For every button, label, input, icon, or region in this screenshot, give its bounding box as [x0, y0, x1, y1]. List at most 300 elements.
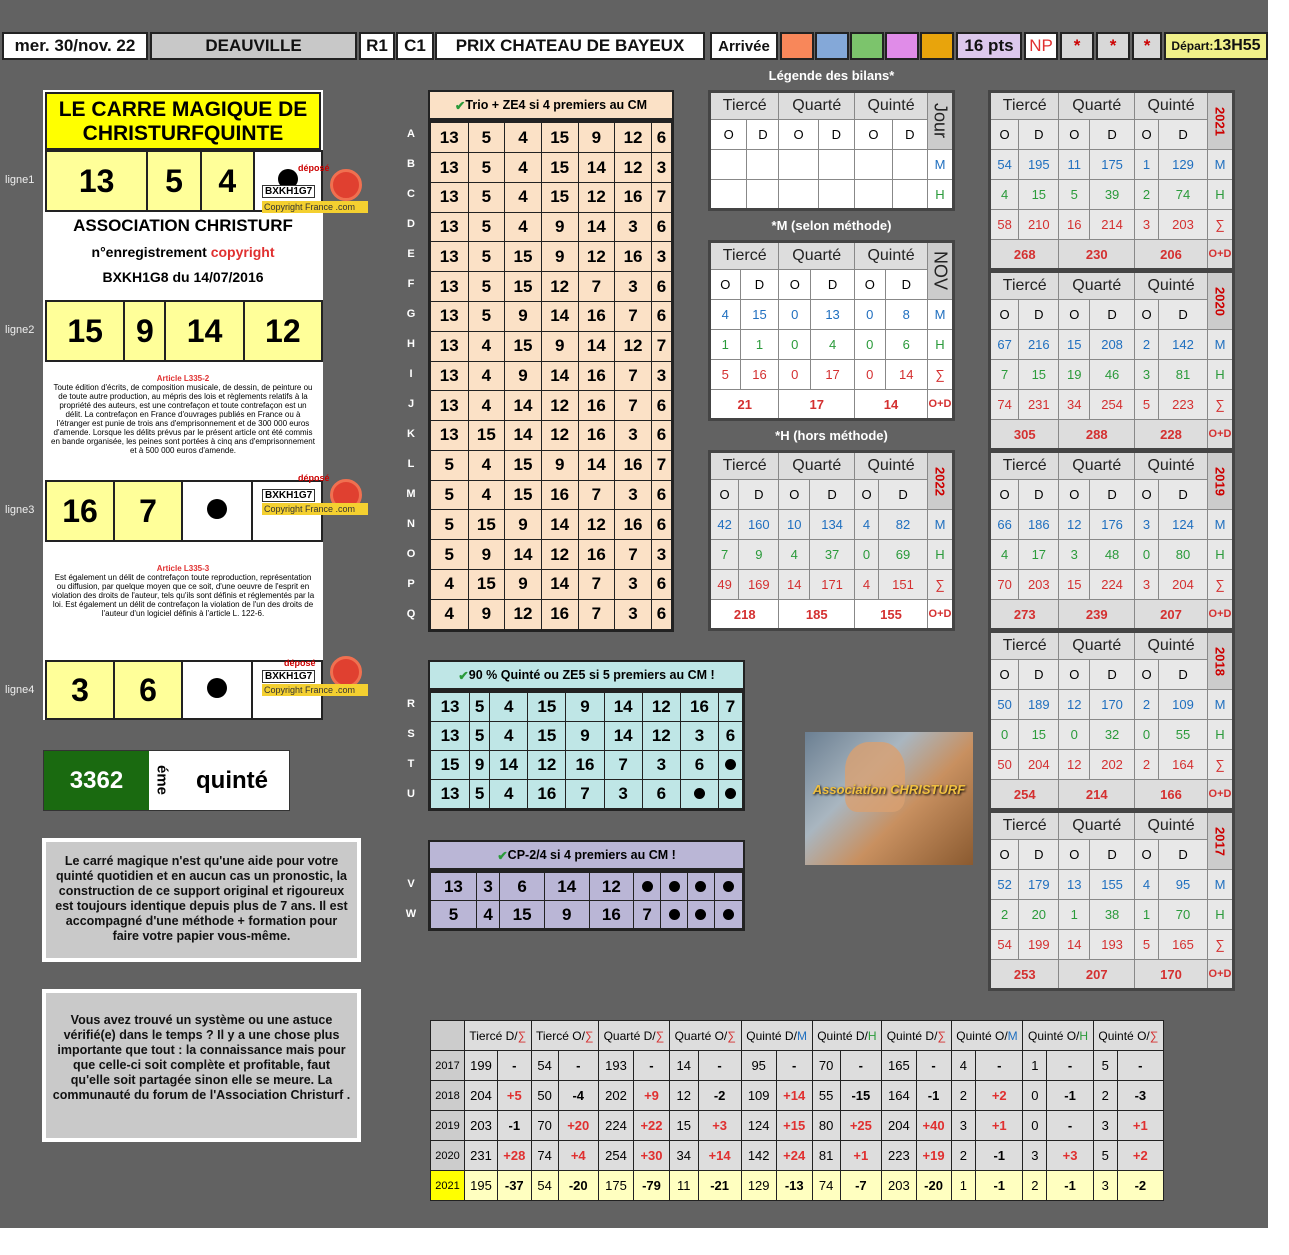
pick-cell: 7 — [651, 450, 672, 480]
summary-cell: - — [1117, 1051, 1163, 1081]
summary-head-text: Tiercé O/ — [536, 1028, 585, 1043]
pick-cell: 12 — [642, 722, 680, 751]
pick-cell — [719, 779, 744, 809]
stat-cell: 17 — [1019, 540, 1059, 570]
summary-cell: +9 — [634, 1081, 670, 1111]
row-marker: ∑ — [1208, 750, 1234, 780]
summary-cell: 204 — [465, 1081, 498, 1111]
pick-cell: 12 — [578, 242, 615, 272]
pick-cell: 13 — [430, 272, 469, 302]
quinte-suffix: éme — [153, 765, 171, 796]
summary-cell: 74 — [812, 1171, 840, 1201]
stat-row — [990, 900, 1234, 930]
pick-cell: 13 — [430, 872, 477, 901]
bet-type-head: Quinté — [1135, 632, 1208, 660]
pick-cell — [634, 872, 661, 901]
summary-cell: 142 — [741, 1141, 776, 1171]
pick-cell: 16 — [578, 391, 615, 421]
stat-cell: 15 — [1059, 570, 1090, 600]
summary-head-suffix: H — [867, 1028, 877, 1043]
dot-icon — [669, 909, 680, 920]
stat-cell: 16 — [1059, 210, 1090, 240]
bet-type-head: Quinté — [1135, 812, 1208, 840]
row-marker: M — [1208, 330, 1234, 360]
pick-cell: 14 — [541, 361, 578, 391]
total-marker: O+D — [1208, 780, 1234, 810]
stat-block-nov — [708, 240, 955, 421]
summary-cell: - — [776, 1051, 812, 1081]
od-cell: O — [855, 480, 879, 510]
ligne3-dot-cell — [182, 481, 252, 541]
stat-row — [710, 540, 954, 570]
summary-cell: 4 — [951, 1051, 976, 1081]
stat-cell: 169 — [739, 570, 779, 600]
stamp-code: BXKH1G7 — [262, 185, 315, 198]
pick-cell: 12 — [615, 122, 652, 153]
pick-cell: 3 — [651, 361, 672, 391]
od-cell: O — [1059, 840, 1090, 870]
dot-icon — [642, 881, 653, 892]
stat-cell: 69 — [879, 540, 928, 570]
stat-cell: 2 — [1135, 750, 1159, 780]
ligne2-cell: 14 — [165, 301, 243, 361]
summary-cell: -20 — [558, 1171, 598, 1201]
stat-cell: 15 — [1019, 360, 1059, 390]
stat-row — [990, 360, 1234, 390]
summary-cell: +4 — [558, 1141, 598, 1171]
pick-cell: 15 — [541, 122, 578, 153]
summary-year: 2021 — [431, 1171, 465, 1201]
stat-cell: 12 — [1059, 510, 1090, 540]
summary-cell: -2 — [1117, 1171, 1163, 1201]
summary-cell: -21 — [698, 1171, 741, 1201]
stat-cell: 13 — [811, 300, 855, 330]
stat-cell: 0 — [779, 330, 811, 360]
article-title: Article L335-3 — [156, 564, 210, 573]
od-cell: O — [710, 120, 747, 150]
summary-cell: +24 — [776, 1141, 812, 1171]
stat-cell: 0 — [855, 330, 885, 360]
summary-head — [812, 1021, 882, 1051]
total-cell: 288 — [1059, 420, 1135, 450]
pick-cell: 6 — [651, 122, 672, 153]
od-cell: D — [1019, 660, 1059, 690]
summary-cell: +19 — [916, 1141, 951, 1171]
pick-cell — [719, 750, 744, 779]
summary-cell: 5 — [1093, 1051, 1117, 1081]
pick-cell: 16 — [566, 750, 604, 779]
bet-type-head: Tiercé — [990, 92, 1059, 120]
od-cell: O — [990, 840, 1019, 870]
stat-cell: 0 — [855, 300, 885, 330]
venue: DEAUVILLE — [150, 32, 357, 60]
summary-year: 2019 — [431, 1111, 465, 1141]
stat-head-row — [710, 452, 954, 480]
row-letter: O — [406, 548, 416, 560]
pick-cell: 4 — [505, 153, 542, 183]
check-icon: ✔ — [458, 668, 469, 683]
stat-row — [710, 180, 954, 210]
summary-cell: -1 — [498, 1111, 532, 1141]
stat-cell — [710, 150, 747, 180]
stat-cell: 2 — [990, 900, 1019, 930]
pick-cell: 5 — [468, 242, 505, 272]
stat-row — [710, 510, 954, 540]
stamp-depose: déposé — [298, 163, 330, 173]
row-letter: M — [406, 488, 416, 500]
summary-cell: - — [698, 1051, 741, 1081]
od-cell: D — [739, 480, 779, 510]
stat-cell: 67 — [990, 330, 1019, 360]
stat-cell: 165 — [1159, 930, 1208, 960]
stat-cell: 52 — [990, 870, 1019, 900]
pick-cell: 5 — [430, 480, 469, 510]
od-cell: D — [1159, 840, 1208, 870]
summary-cell: -37 — [498, 1171, 532, 1201]
pick-cell: 13 — [430, 722, 470, 751]
pick-cell: 9 — [541, 450, 578, 480]
pick-cell: 7 — [604, 750, 642, 779]
pick-cell: 5 — [430, 510, 469, 540]
pick-cell: 15 — [505, 272, 542, 302]
total-cell: 207 — [1135, 600, 1208, 630]
od-cell: D — [1019, 300, 1059, 330]
pick-cell: 15 — [541, 182, 578, 212]
row-marker: ∑ — [928, 570, 954, 600]
total-cell: 185 — [779, 600, 855, 630]
pick-cell: 6 — [651, 272, 672, 302]
stat-cell: 203 — [1159, 210, 1208, 240]
stat-cell: 15 — [1019, 720, 1059, 750]
od-cell: D — [1159, 120, 1208, 150]
association-logo-image — [805, 732, 973, 865]
summary-cell: - — [976, 1051, 1023, 1081]
pick-row — [430, 212, 673, 242]
dot-icon — [723, 909, 734, 920]
pick-cell: 7 — [615, 361, 652, 391]
pick-cell: 3 — [615, 272, 652, 302]
row-marker: H — [1208, 180, 1234, 210]
total-cell: 254 — [990, 780, 1059, 810]
dot-icon — [695, 881, 706, 892]
stat-cell — [892, 150, 927, 180]
stat-block-2022 — [708, 450, 955, 631]
totals-row — [990, 780, 1234, 810]
row-letter: J — [407, 398, 415, 410]
ligne3-cell: 7 — [114, 481, 182, 541]
row-letter: F — [407, 278, 415, 290]
stat-cell: 142 — [1159, 330, 1208, 360]
row-letter: U — [407, 788, 415, 800]
od-cell: O — [1059, 120, 1090, 150]
pick-cell: 7 — [578, 480, 615, 510]
od-cell: D — [811, 270, 855, 300]
depart-label: Départ: — [1171, 39, 1214, 53]
stat-row — [990, 390, 1234, 420]
horse-head-shape — [845, 742, 905, 812]
stat-cell: 7 — [990, 360, 1019, 390]
ligne3-cell: 16 — [46, 481, 114, 541]
pick-cell: 9 — [505, 510, 542, 540]
stat-head-row — [990, 452, 1234, 480]
stat-cell: 1 — [1135, 900, 1159, 930]
dot-icon — [725, 788, 736, 799]
summary-cell: 70 — [531, 1111, 558, 1141]
row-marker: M — [928, 300, 954, 330]
stat-head-row — [990, 812, 1234, 840]
race-name: PRIX CHATEAU DE BAYEUX — [435, 32, 705, 60]
pick-cell: 14 — [604, 722, 642, 751]
row-marker: H — [1208, 900, 1234, 930]
od-cell: D — [1159, 660, 1208, 690]
pick-cell: 15 — [505, 331, 542, 361]
article-text: Est également un délit de contrefaçon toute reproduction, représentation ou diffusion, par quelque moyen que ce soit, d'une oeuvre de l'esprit en violation des droits de l'auteur, tels qu'ils sont définis et réglementés par la loi. Est également un délit de contrefaçon la violation de l'un des droits de l'auteur d'un logiciel définis à l'article L. 122-6. — [51, 573, 315, 618]
stat-cell: 0 — [1135, 720, 1159, 750]
stat-cell: 4 — [990, 180, 1019, 210]
summary-cell: 0 — [1023, 1081, 1047, 1111]
total-cell: 21 — [710, 390, 779, 420]
pick-cell: 7 — [615, 302, 652, 332]
summary-row — [431, 1111, 1164, 1141]
pick-row — [430, 450, 673, 480]
cp-title: CP-2/4 si 4 premiers au CM ! — [507, 848, 676, 862]
pick-cell: 14 — [505, 421, 542, 451]
stat-cell: 50 — [990, 690, 1019, 720]
stat-cell: 4 — [1135, 870, 1159, 900]
stat-cell: 16 — [740, 360, 779, 390]
total-cell: 214 — [1059, 780, 1135, 810]
pick-cell: 3 — [615, 569, 652, 599]
stat-cell: 37 — [810, 540, 855, 570]
cp-table — [428, 870, 745, 931]
stat-cell: 171 — [810, 570, 855, 600]
summary-head-text: Quinté O/ — [1098, 1028, 1150, 1043]
pick-cell: 16 — [578, 302, 615, 332]
pick-row — [430, 302, 673, 332]
summary-head-text: Quinté D/ — [817, 1028, 868, 1043]
copyright-stamp — [258, 163, 368, 217]
summary-cell: 34 — [669, 1141, 698, 1171]
pick-cell: 12 — [642, 692, 680, 722]
stamp-site: Copyright France .com — [262, 201, 368, 213]
stat-row — [990, 540, 1234, 570]
stat-cell — [779, 180, 818, 210]
stat-cell: 3 — [1135, 360, 1159, 390]
stat-cell: 0 — [1059, 720, 1090, 750]
summary-cell: -1 — [1047, 1081, 1093, 1111]
summary-cell: 203 — [465, 1111, 498, 1141]
pick-cell: 4 — [430, 599, 469, 630]
od-row — [710, 120, 954, 150]
stat-cell: 19 — [1059, 360, 1090, 390]
stat-head-row — [710, 92, 954, 120]
pick-cell: 9 — [566, 722, 604, 751]
pick-row — [430, 540, 673, 570]
row-letter: Q — [406, 608, 416, 620]
stat-cell: 129 — [1159, 150, 1208, 180]
summary-head-suffix: M — [1007, 1028, 1018, 1043]
stat-row — [990, 150, 1234, 180]
stat-cell: 74 — [1159, 180, 1208, 210]
stat-cell: 186 — [1019, 510, 1059, 540]
stat-cell: 204 — [1019, 750, 1059, 780]
stat-cell: 38 — [1090, 900, 1135, 930]
pick-row — [430, 599, 673, 630]
summary-cell: 14 — [669, 1051, 698, 1081]
pick-cell: 15 — [468, 510, 505, 540]
pick-cell: 14 — [490, 750, 528, 779]
race-date: mer. 30/nov. 22 — [2, 32, 148, 60]
pick-cell: 3 — [476, 872, 499, 901]
ze5-title: 90 % Quinté ou ZE5 si 5 premiers au CM ! — [468, 668, 715, 682]
summary-cell: -20 — [916, 1171, 951, 1201]
summary-cell: +1 — [976, 1111, 1023, 1141]
arrival-slot-3 — [850, 32, 884, 60]
pick-cell: 13 — [430, 779, 470, 809]
pick-cell: 3 — [615, 212, 652, 242]
pick-cell: 14 — [578, 331, 615, 361]
totals-row — [990, 420, 1234, 450]
carre-title-line2: CHRISTURFQUINTE — [82, 122, 284, 145]
stat-cell: 4 — [779, 540, 810, 570]
summary-cell: 54 — [531, 1051, 558, 1081]
pick-cell: 16 — [615, 450, 652, 480]
total-cell: 17 — [779, 390, 855, 420]
legend-h-title: *H (hors méthode) — [775, 428, 888, 443]
stat-row — [990, 570, 1234, 600]
pick-cell: 3 — [651, 540, 672, 570]
od-cell: O — [1135, 840, 1159, 870]
summary-cell: 12 — [669, 1081, 698, 1111]
pick-cell: 16 — [541, 599, 578, 630]
pick-cell: 5 — [430, 540, 469, 570]
enregistrement-label: n°enregistrement — [91, 244, 207, 260]
pick-cell: 14 — [544, 872, 589, 901]
total-cell: 207 — [1059, 960, 1135, 990]
stamp-site: Copyright France .com — [262, 684, 368, 696]
summary-head-suffix: ∑ — [1149, 1028, 1159, 1043]
od-cell: D — [1159, 300, 1208, 330]
quinte-counter — [43, 750, 290, 811]
stat-row — [990, 690, 1234, 720]
pick-cell: 16 — [578, 361, 615, 391]
stat-head-row — [990, 632, 1234, 660]
bet-type-head: Tiercé — [990, 452, 1059, 480]
totals-row — [710, 600, 954, 630]
summary-cell: 2 — [1023, 1171, 1047, 1201]
pick-cell: 14 — [505, 540, 542, 570]
summary-cell: - — [1047, 1051, 1093, 1081]
bet-type-head: Tiercé — [710, 242, 779, 270]
period-label: 2021 — [1208, 92, 1234, 150]
pick-row — [430, 692, 744, 722]
summary-cell: +15 — [776, 1111, 812, 1141]
bet-type-head: Tiercé — [990, 812, 1059, 840]
stat-cell: 17 — [811, 360, 855, 390]
summary-head-suffix: ∑ — [584, 1028, 594, 1043]
disclaimer-note: Le carré magique n'est qu'une aide pour votre quinté quotidien et en aucun cas un pronostic, la construction de ce support original et rigoureux est toujours identique depuis plus de 7 ans. Il est accompagné d'une méthode + formation pour faire votre papier vous-même. — [42, 838, 361, 962]
pick-cell: 13 — [430, 212, 469, 242]
od-cell: D — [1090, 300, 1135, 330]
copyright-seal-icon — [330, 169, 362, 201]
stat-cell: 3 — [1135, 570, 1159, 600]
pick-row — [430, 182, 673, 212]
stat-cell: 5 — [1135, 930, 1159, 960]
pick-cell: 4 — [490, 692, 528, 722]
copyright-label: copyright — [210, 244, 275, 260]
summary-head-text: Tiercé D/ — [469, 1028, 518, 1043]
stat-cell: 124 — [1159, 510, 1208, 540]
od-row — [990, 840, 1234, 870]
pick-row — [430, 391, 673, 421]
pick-cell: 5 — [468, 182, 505, 212]
period-label: 2017 — [1208, 812, 1234, 870]
summary-cell: 80 — [812, 1111, 840, 1141]
od-row — [990, 120, 1234, 150]
row-marker: M — [1208, 150, 1234, 180]
od-cell: D — [747, 120, 779, 150]
pick-cell: 6 — [651, 302, 672, 332]
stat-block-2019 — [988, 450, 1235, 631]
ligne2-grid — [45, 300, 323, 362]
summary-row — [431, 1141, 1164, 1171]
period-label: 2019 — [1208, 452, 1234, 510]
pick-cell: 5 — [468, 212, 505, 242]
ligne1-cell: 13 — [46, 151, 147, 211]
stat-cell: 0 — [855, 540, 879, 570]
stat-head-row — [990, 272, 1234, 300]
pick-cell: 6 — [500, 872, 545, 901]
stat-cell: 8 — [885, 300, 927, 330]
stat-cell: 0 — [779, 300, 811, 330]
total-cell: 273 — [990, 600, 1059, 630]
pick-cell: 5 — [468, 153, 505, 183]
od-cell: O — [779, 480, 810, 510]
stat-cell: 49 — [710, 570, 739, 600]
row-marker: H — [928, 540, 954, 570]
dot-icon — [695, 909, 706, 920]
bet-type-head: Quarté — [1059, 812, 1135, 840]
summary-cell: - — [498, 1051, 532, 1081]
totals-row — [990, 600, 1234, 630]
stat-row — [710, 330, 954, 360]
bet-type-head: Quarté — [1059, 452, 1135, 480]
summary-cell: +25 — [840, 1111, 882, 1141]
summary-cell: 11 — [669, 1171, 698, 1201]
pick-cell: 14 — [578, 450, 615, 480]
carre-title — [45, 92, 321, 150]
pick-cell: 15 — [468, 421, 505, 451]
row-letter: B — [407, 158, 415, 170]
pick-cell: 7 — [651, 331, 672, 361]
stamp-depose: déposé — [298, 473, 330, 483]
stat-block-2017 — [988, 810, 1235, 991]
bet-type-head: Quinté — [855, 92, 928, 120]
od-cell: D — [885, 270, 927, 300]
stat-cell: 151 — [879, 570, 928, 600]
logo-text: Association CHRISTURF — [812, 782, 966, 797]
summary-cell: -2 — [698, 1081, 741, 1111]
stat-cell: 50 — [990, 750, 1019, 780]
pick-row — [430, 750, 744, 779]
stat-row — [710, 150, 954, 180]
summary-cell: - — [634, 1051, 670, 1081]
row-marker: M — [1208, 690, 1234, 720]
stat-row — [990, 180, 1234, 210]
stat-cell — [855, 150, 893, 180]
od-row — [990, 660, 1234, 690]
summary-cell: -1 — [976, 1141, 1023, 1171]
